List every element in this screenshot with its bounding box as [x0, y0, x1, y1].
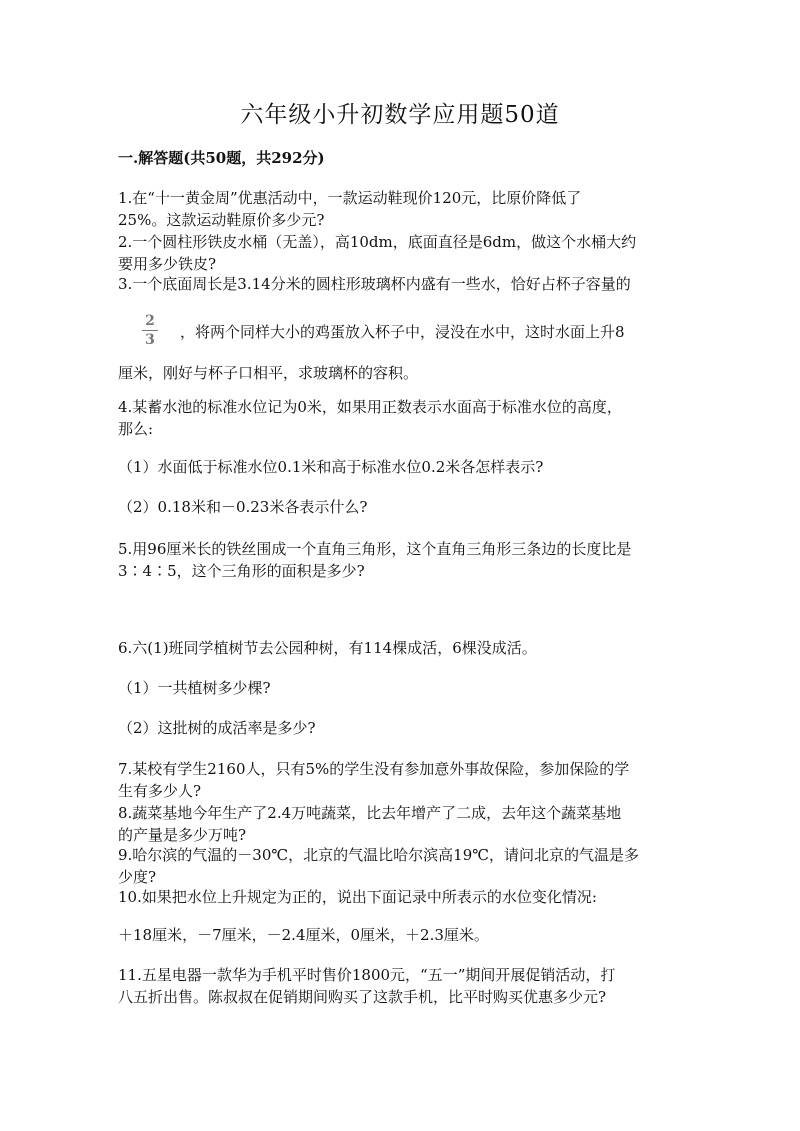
text-line: 少度?	[118, 868, 157, 886]
text-line: 2.一个圆柱形铁皮水桶（无盖），高10dm，底面直径是6dm，做这个水桶大约	[118, 233, 637, 251]
text-line: 4.某蓄水池的标准水位记为0米，如果用正数表示水面高于标准水位的高度，	[118, 398, 622, 416]
text-line: 10.如果把水位上升规定为正的，说出下面记录中所表示的水位变化情况:	[118, 888, 597, 906]
fraction-numerator: 2	[145, 313, 155, 329]
text-line: 1.在“十一黄金周”优惠活动中，一款运动鞋现价120元，比原价降低了	[118, 189, 582, 207]
text-line: 生有多少人?	[118, 782, 202, 800]
text-line: 11.五星电器一款华为手机平时售价1800元，“五一”期间开展促销活动，打	[118, 966, 616, 984]
text-line: 3∶4∶5，这个三角形的面积是多少?	[118, 562, 365, 580]
section-heading: 一.解答题(共50题，共292分)	[118, 149, 325, 167]
text-line: （2）0.18米和－0.23米各表示什么?	[118, 498, 368, 516]
text-line: 7.某校有学生2160人，只有5%的学生没有参加意外事故保险，参加保险的学	[118, 760, 630, 778]
page-title: 六年级小升初数学应用题50道	[240, 102, 560, 128]
text-line: 9.哈尔滨的气温的－30℃，北京的气温比哈尔滨高19℃，请问北京的气温是多	[118, 846, 640, 864]
text-line: 八五折出售。陈叔叔在促销期间购买了这款手机，比平时购买优惠多少元?	[118, 988, 607, 1006]
text-line: （1）水面低于标准水位0.1米和高于标准水位0.2米各怎样表示?	[118, 458, 544, 476]
text-line: 要用多少铁皮?	[118, 255, 217, 273]
text-line: 5.用96厘米长的铁丝围成一个直角三角形，这个直角三角形三条边的长度比是	[118, 540, 632, 558]
text-line: ，将两个同样大小的鸡蛋放入杯子中，浸没在水中，这时水面上升8	[180, 323, 625, 341]
text-line: 8.蔬菜基地今年生产了2.4万吨蔬菜，比去年增产了二成，去年这个蔬菜基地	[118, 804, 622, 822]
text-line: 25%。这款运动鞋原价多少元?	[118, 211, 325, 229]
text-line: 3.一个底面周长是3.14分米的圆柱形玻璃杯内盛有一些水，恰好占杯子容量的	[118, 275, 631, 293]
text-line: 厘米，刚好与杯子口相平，求玻璃杯的容积。	[118, 364, 419, 382]
text-line: 6.六(1)班同学植树节去公园种树，有114棵成活，6棵没成活。	[118, 639, 537, 657]
text-line: ＋18厘米，－7厘米，－2.4厘米，0厘米，＋2.3厘米。	[118, 926, 489, 944]
fraction-denominator: 3	[145, 332, 155, 348]
text-line: 的产量是多少万吨?	[118, 826, 247, 844]
text-line: 那么:	[118, 420, 154, 438]
fraction-bar	[142, 330, 158, 331]
text-line: （2）这批树的成活率是多少?	[118, 719, 316, 737]
text-line: （1）一共植树多少棵?	[118, 679, 271, 697]
fraction-two-thirds	[140, 313, 160, 348]
